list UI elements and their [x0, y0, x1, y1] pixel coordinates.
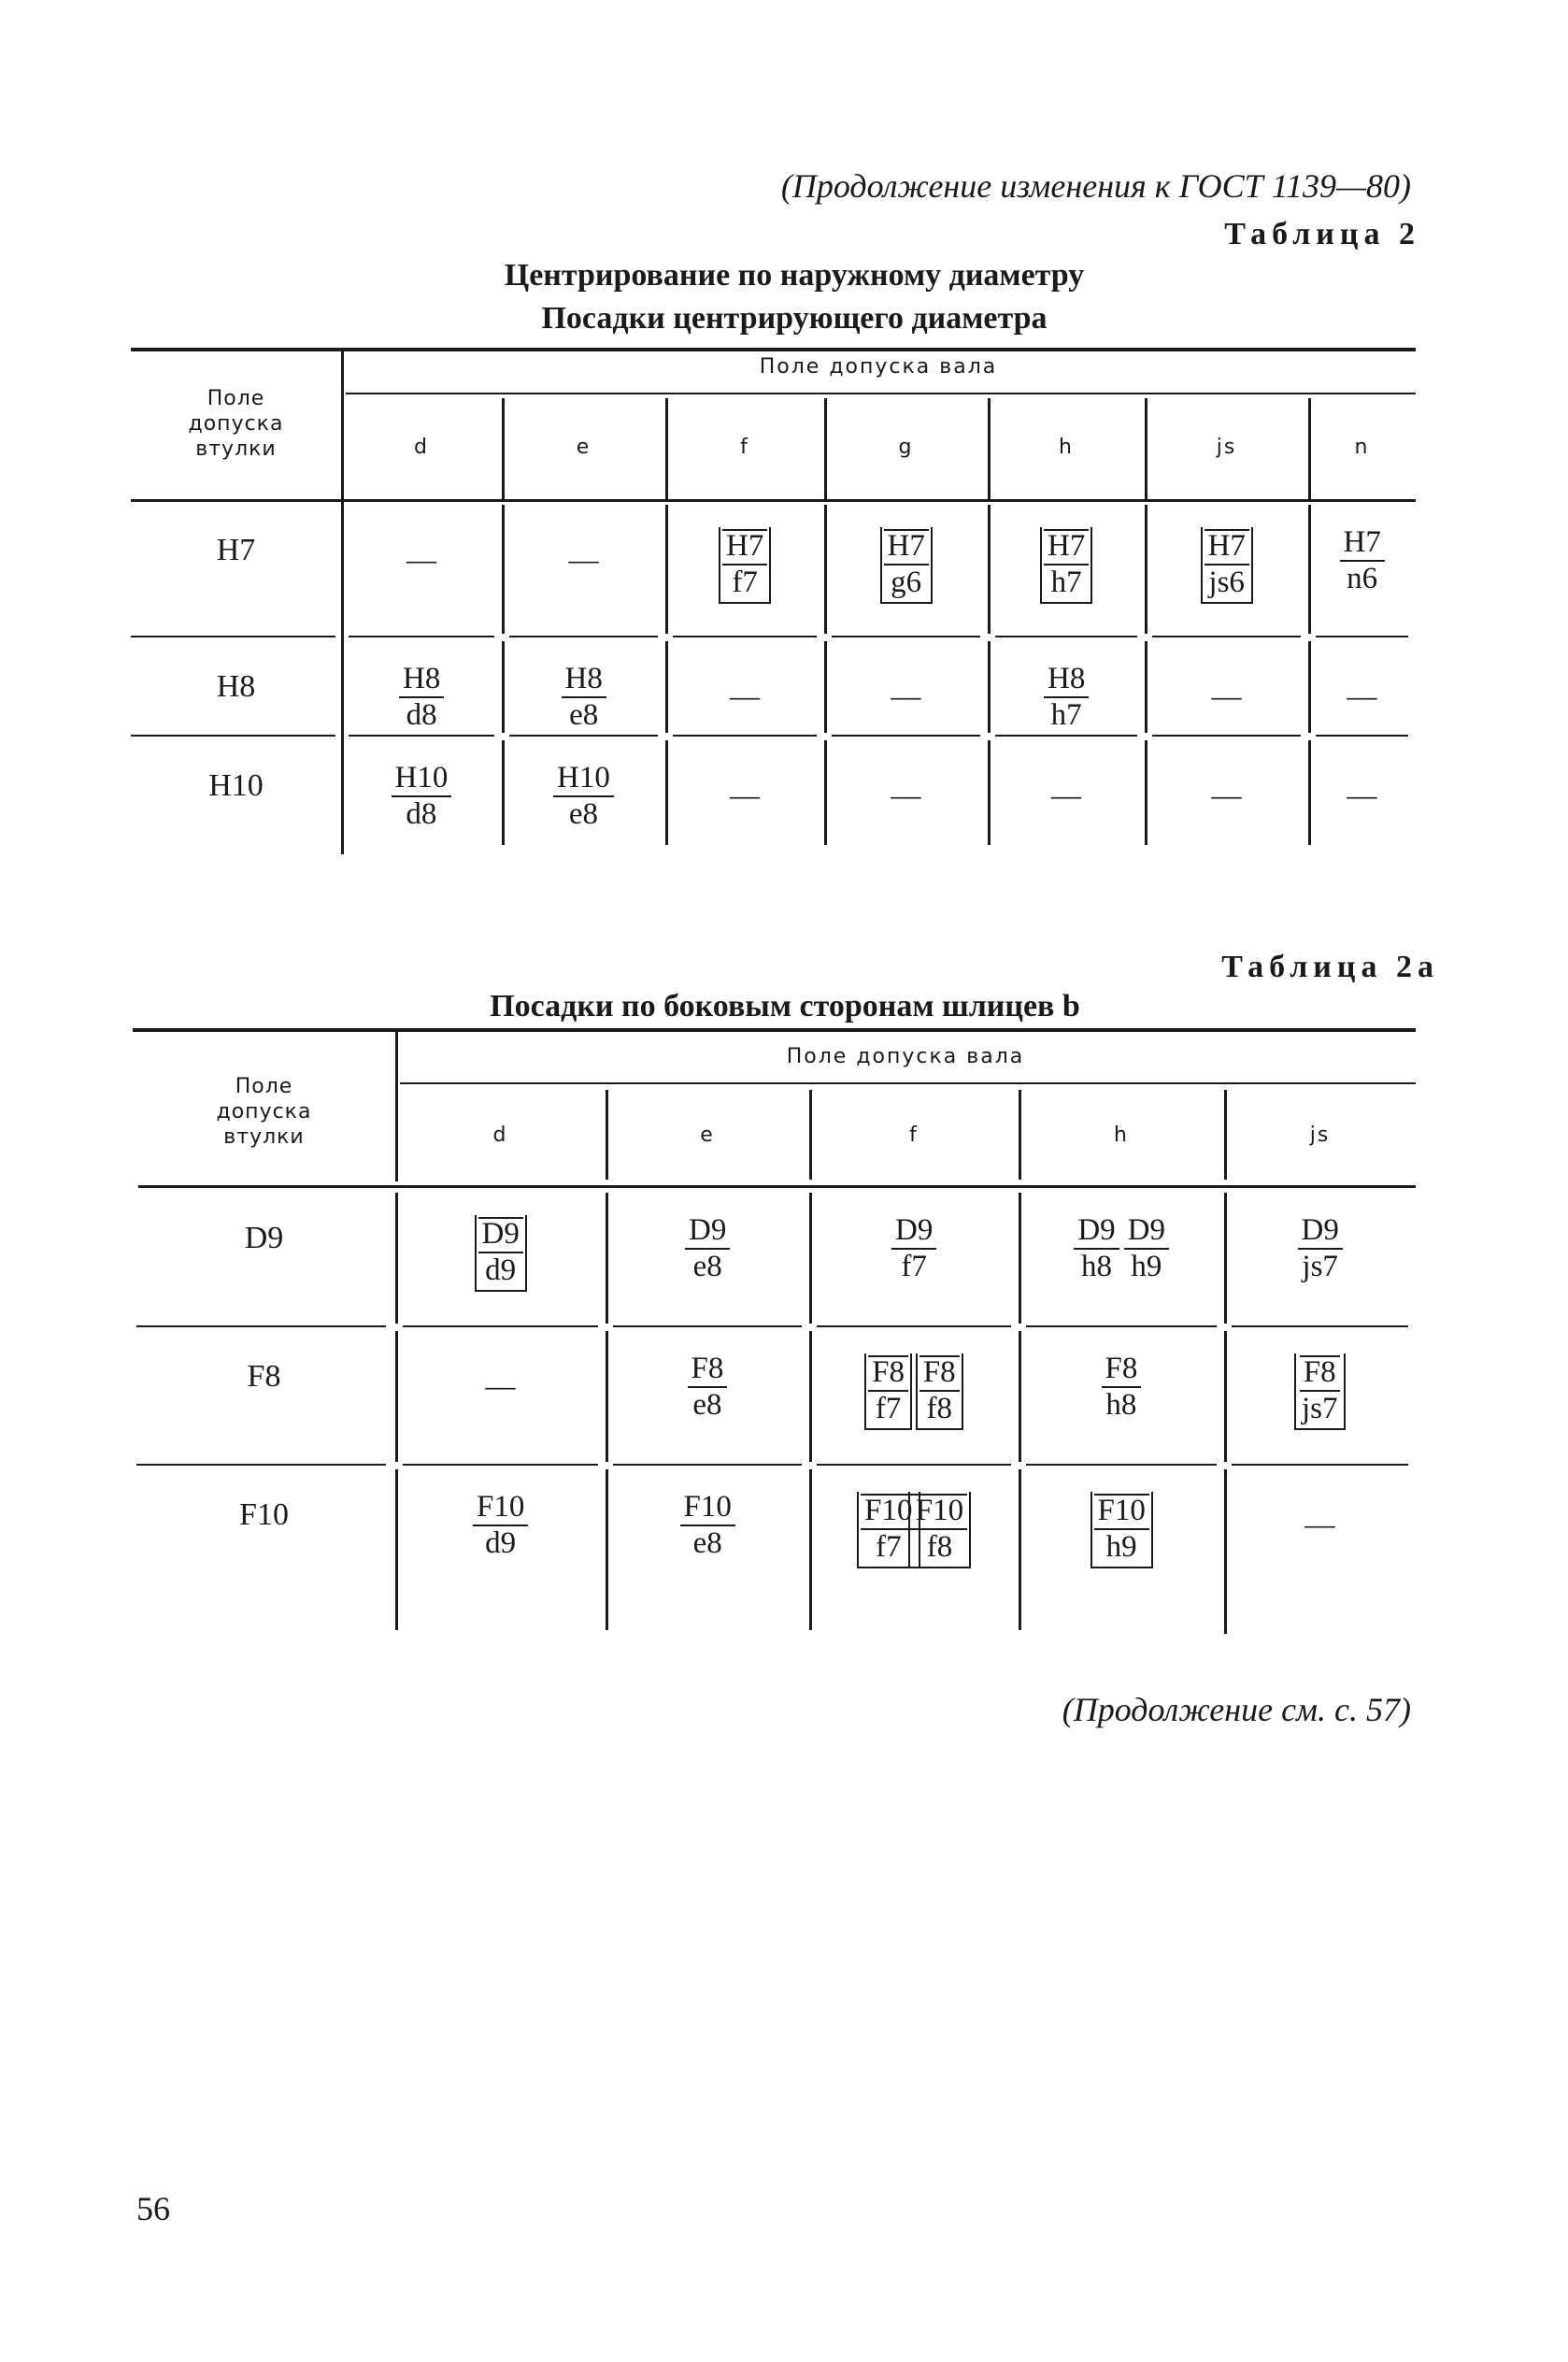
column-divider [1145, 740, 1147, 845]
fit-numerator: H7 [884, 529, 929, 565]
rule-line [1316, 735, 1408, 737]
table2a-cell-D9-js-fit [1298, 1215, 1343, 1282]
table2-cell-H7-d-dash: — [406, 542, 436, 576]
column-divider [988, 641, 991, 733]
column-divider [341, 505, 344, 634]
column-divider [1308, 641, 1311, 733]
fit-numerator: F8 [868, 1355, 908, 1392]
fit-denominator: h8 [1105, 1388, 1137, 1422]
rule-line [995, 636, 1137, 637]
table2a-cell-D9-h-fit [1124, 1215, 1169, 1282]
table2a-cell-F8-js-boxed-fit [1294, 1353, 1346, 1430]
rule-line [131, 735, 335, 737]
table2-col-f: f [740, 436, 749, 459]
fit-denominator: h9 [1131, 1250, 1162, 1283]
column-divider [606, 1193, 608, 1324]
table2a-top-rule [133, 1028, 1416, 1032]
rule-line [349, 636, 494, 637]
table2a-col-e: e [700, 1124, 715, 1147]
column-divider [395, 1193, 398, 1324]
rule-line [1232, 1325, 1408, 1327]
fit-numerator: D9 [1074, 1215, 1119, 1250]
column-divider [809, 1469, 812, 1630]
fit-denominator: e8 [568, 797, 598, 831]
fit-numerator: F8 [1102, 1353, 1142, 1388]
table2-cell-H10-e-fit [553, 763, 614, 830]
table2a-cell-D9-h-fit [1074, 1215, 1119, 1282]
table2-cell-H10-g-dash: — [891, 778, 921, 811]
rule-line [1152, 735, 1301, 737]
rule-line [509, 636, 658, 637]
fit-numerator: F8 [1300, 1355, 1340, 1392]
table2-row-label-H8: H8 [216, 669, 256, 704]
fit-denominator: e8 [692, 1388, 722, 1422]
fit-denominator: f7 [876, 1530, 902, 1564]
fit-denominator: h7 [1050, 698, 1082, 732]
table2a-row-label-F8: F8 [247, 1359, 281, 1394]
table2-cell-H7-js-boxed-fit [1201, 527, 1253, 604]
fit-denominator: f8 [926, 1530, 953, 1564]
rule-line [509, 735, 658, 737]
fit-numerator: F10 [1094, 1494, 1149, 1530]
fit-denominator: f8 [926, 1392, 952, 1425]
column-divider [824, 641, 827, 733]
rule-line [673, 735, 817, 737]
column-divider [988, 505, 991, 634]
rule-line [1316, 636, 1408, 637]
column-divider [502, 505, 505, 634]
table2a-header-rule [138, 1185, 1416, 1188]
column-divider [606, 1469, 608, 1630]
fit-denominator: n6 [1347, 562, 1378, 595]
fit-numerator: H8 [1044, 664, 1089, 698]
rule-line [613, 1325, 802, 1327]
table2-cell-H8-g-dash: — [891, 679, 921, 712]
rule-line [136, 1464, 386, 1466]
table2a-cell-F8-e-fit [688, 1353, 728, 1421]
rule-line [1232, 1464, 1408, 1466]
table2a-group-header: Поле допуска вала [786, 1045, 1025, 1068]
fit-denominator: js7 [1302, 1250, 1338, 1283]
column-divider [1019, 1331, 1021, 1462]
fit-denominator: e8 [692, 1526, 722, 1560]
table2-stub-header-line: допуска [188, 412, 284, 436]
table2-col-js: js [1216, 436, 1237, 459]
table2-col-d: d [414, 436, 429, 459]
table2a-stub-header-line: Поле [235, 1075, 293, 1098]
table2-cell-H7-e-dash: — [568, 542, 599, 576]
fit-numerator: H7 [1205, 529, 1249, 565]
table2-cell-H10-f-dash: — [730, 778, 760, 811]
table2-top-rule [131, 348, 1416, 351]
fit-denominator: e8 [692, 1250, 722, 1283]
column-divider [665, 505, 668, 634]
fit-numerator: H10 [392, 763, 452, 797]
column-divider [395, 1469, 398, 1630]
table2-header-rule [131, 499, 1416, 502]
fit-numerator: H8 [562, 664, 606, 698]
fit-denominator: g6 [891, 565, 922, 599]
rule-line [832, 636, 980, 637]
column-divider [665, 641, 668, 733]
column-divider [1224, 1331, 1227, 1462]
table2-col-e: e [576, 436, 592, 459]
table2a-stub-header-line: втулки [223, 1125, 305, 1149]
column-divider [1308, 740, 1311, 845]
table2a-title: Посадки по боковым сторонам шлицев b [490, 989, 1080, 1024]
fit-numerator: F8 [919, 1355, 960, 1392]
table2a-col-h: h [1114, 1124, 1129, 1147]
rule-line [1152, 636, 1301, 637]
fit-denominator: d8 [406, 797, 437, 831]
table2a-col-js: js [1309, 1124, 1331, 1147]
column-divider [1224, 1193, 1227, 1324]
fit-numerator: H7 [1340, 527, 1385, 562]
rule-line [349, 735, 494, 737]
table2-row-label-H10: H10 [208, 768, 264, 803]
column-divider [809, 1193, 812, 1324]
table2-title-2: Посадки центрирующего диаметра [541, 301, 1048, 336]
rule-line [673, 636, 817, 637]
rule-line [136, 1325, 386, 1327]
table2a-row-label-F10: F10 [239, 1497, 289, 1532]
table2a-cell-F8-d-dash: — [485, 1368, 516, 1402]
fit-numerator: D9 [1298, 1215, 1343, 1250]
fit-denominator: d9 [485, 1526, 517, 1560]
rule-line [403, 1464, 598, 1466]
table2a-cell-F8-f-boxed-fit [916, 1353, 963, 1430]
rule-line [995, 735, 1137, 737]
rule-line [346, 393, 1416, 394]
fit-numerator: F10 [861, 1494, 916, 1530]
column-divider [395, 1331, 398, 1462]
table2a-row-label-D9: D9 [244, 1221, 284, 1255]
table2-stub-header-line: Поле [207, 387, 265, 410]
table2a-cell-D9-f-fit [891, 1215, 936, 1282]
rule-line [1026, 1325, 1217, 1327]
table2-cell-H7-n-fit [1340, 527, 1385, 594]
column-divider [824, 505, 827, 634]
column-divider [988, 740, 991, 845]
table2a-cell-D9-d-boxed-fit [475, 1215, 527, 1292]
fit-numerator: F10 [473, 1492, 528, 1526]
column-divider [665, 740, 668, 845]
table2a-label: Таблица 2а [1221, 950, 1439, 984]
column-divider [824, 740, 827, 845]
fit-numerator: H7 [1044, 529, 1089, 565]
rule-line [817, 1325, 1011, 1327]
table2-cell-H8-js-dash: — [1211, 679, 1242, 712]
column-divider [341, 740, 344, 845]
table2-cell-H8-f-dash: — [730, 679, 760, 712]
table2a-cell-F10-d-fit [473, 1492, 528, 1559]
rule-line [131, 636, 335, 637]
table2-cell-H10-d-fit [392, 763, 452, 830]
table2-cell-H8-n-dash: — [1347, 679, 1377, 712]
table2-col-h: h [1059, 436, 1074, 459]
fit-numerator: H8 [399, 664, 444, 698]
fit-numerator: H10 [553, 763, 614, 797]
column-divider [809, 1331, 812, 1462]
table2a-col-d: d [492, 1124, 508, 1147]
table2a-cell-F8-h-fit [1102, 1353, 1142, 1421]
column-divider [502, 641, 505, 733]
table2-cell-H10-js-dash: — [1211, 778, 1242, 811]
rule-line [817, 1464, 1011, 1466]
fit-denominator: h8 [1081, 1250, 1112, 1283]
fit-numerator: H7 [722, 529, 767, 565]
column-divider [341, 641, 344, 733]
table2-cell-H8-h-fit [1044, 664, 1089, 731]
rule-line [832, 735, 980, 737]
column-divider [1145, 641, 1147, 733]
fit-denominator: f7 [732, 565, 758, 599]
fit-numerator: F10 [680, 1492, 735, 1526]
fit-numerator: D9 [478, 1217, 523, 1253]
fit-numerator: F8 [688, 1353, 728, 1388]
table2-cell-H7-f-boxed-fit [719, 527, 771, 604]
table2a-col-f: f [909, 1124, 919, 1147]
table2-stub-header-line: втулки [195, 437, 277, 461]
table2a-cell-F8-f-boxed-fit [864, 1353, 912, 1430]
column-divider [502, 740, 505, 845]
column-divider [1019, 1469, 1021, 1630]
table2-cell-H10-h-dash: — [1051, 778, 1081, 811]
fit-numerator: D9 [685, 1215, 730, 1250]
table2a-cell-D9-e-fit [685, 1215, 730, 1282]
table2a-cell-F10-f-boxed-fit [908, 1492, 971, 1568]
fit-denominator: js7 [1302, 1392, 1338, 1425]
fit-denominator: h9 [1105, 1530, 1137, 1564]
table2-group-header: Поле допуска вала [759, 355, 998, 379]
continuation-footer: (Продолжение см. с. 57) [1062, 1691, 1411, 1728]
fit-denominator: e8 [569, 698, 599, 732]
column-divider [1019, 1193, 1021, 1324]
fit-numerator: D9 [1124, 1215, 1169, 1250]
table2a-cell-F10-js-dash: — [1304, 1507, 1335, 1540]
fit-denominator: f7 [875, 1392, 902, 1425]
rule-line [403, 1325, 598, 1327]
fit-denominator: h7 [1050, 565, 1082, 599]
fit-numerator: F10 [912, 1494, 967, 1530]
table2-row-label-H7: H7 [216, 533, 256, 567]
column-divider [606, 1331, 608, 1462]
table2-label: Таблица 2 [1224, 217, 1420, 251]
table2-title-1: Центрирование по наружному диаметру [504, 258, 1085, 293]
column-divider [1145, 505, 1147, 634]
fit-denominator: js6 [1208, 565, 1245, 599]
rule-line [613, 1464, 802, 1466]
table2-cell-H8-d-fit [399, 664, 444, 731]
table2a-cell-F10-e-fit [680, 1492, 735, 1559]
continuation-header: (Продолжение изменения к ГОСТ 1139—80) [780, 167, 1411, 205]
table2a-cell-F10-h-boxed-fit [1090, 1492, 1153, 1568]
table2-cell-H7-g-boxed-fit [880, 527, 933, 604]
table2-cell-H10-n-dash: — [1347, 778, 1377, 811]
page-number: 56 [136, 2190, 170, 2227]
rule-line [1026, 1464, 1217, 1466]
table2a-stub-header-line: допуска [216, 1100, 312, 1124]
column-divider [1224, 1473, 1227, 1634]
table2-cell-H8-e-fit [562, 664, 606, 731]
fit-numerator: D9 [891, 1215, 936, 1250]
table2-col-n: n [1354, 436, 1370, 459]
fit-denominator: d9 [485, 1253, 517, 1287]
fit-denominator: f7 [901, 1250, 927, 1283]
fit-denominator: d8 [406, 698, 437, 732]
table2-col-g: g [898, 436, 914, 459]
table2-cell-H7-h-boxed-fit [1040, 527, 1092, 604]
rule-line [400, 1082, 1416, 1084]
column-divider [1308, 505, 1311, 634]
